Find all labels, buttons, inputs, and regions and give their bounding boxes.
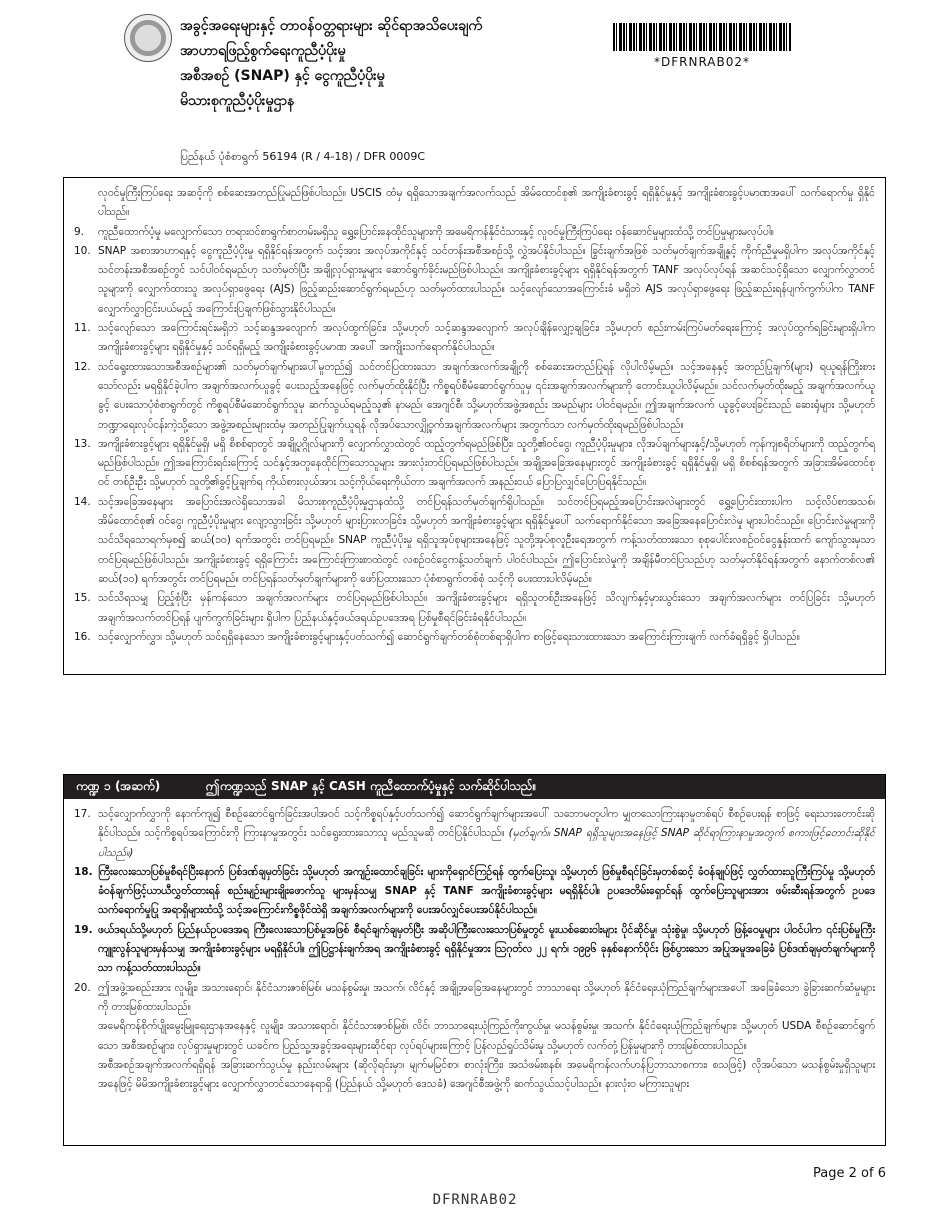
item-number: 20. [74, 981, 91, 994]
list-item [74, 863, 875, 921]
item-number: 18. [74, 865, 93, 878]
item-text: ဖယ်ဒရယ်သို့မဟုတ် ပြည်နယ်ဥပဒေအရ ကြီးလေးသောပြစ်မှုအဖြစ် စီရင်ချက်ချမှတ်ပြီး အဆိုပါကြီးလေးသောပြစ်မှုတွင် မူးယစ်ဆေးဝါးများ ပိုင်ဆိုင်မှု၊ သုံးစွဲမှု၊ သို့မဟုတ် ဖြန့်ဝေမှုများ ပါဝင်ပါက ၎င်းပြစ်မှုကြီး ကျူးလွန်သူများမှန်သမျှ အကျိုးခံစားခွင့်များ မရရှိနိုင်ပါ။ ဤပြဋ္ဌာန်းချက်အရ အကျိုးခံစားခွင့် ရရှိနိုင်မှုအား ဩဂုတ်လ ၂၂ ရက်၊ ၁၉၉၆ ခုနှစ်နောက်ပိုင်း ဖြစ်ပွားသော အပြုအမူအခြေခံ ပြစ်ဒဏ်ချမှတ်ချက်များကိုသာ ကန့်သတ်ထားပါသည်။ [98, 923, 875, 975]
list-item [74, 242, 875, 319]
item-text: အကျိုးခံစားခွင့်များ ရရှိနိုင်မှုရှိ၊ မရှိ စိစစ်ရာတွင် အချို့ပုဂ္ဂိုလ်များကို လျှောက်လွှာထဲတွင် ထည့်တွက်ရမည်ဖြစ်ပြီး၊ သူတို့၏ဝင်ငွေ၊ ကူညီပံ့ပိုးမှုများ၊ လိုအပ်ချက်များနှင့်/သို့မဟုတ် ကုန်ကျစရိတ်များကို ထည့်တွက်ရမည်ဖြစ်ပါသည်။ ဤအကြောင်းရင်းကြောင့် သင်နှင့်အတူနေထိုင်ကြသောသူများ အားလုံးတင်ပြရမည်ဖြစ်ပါသည်။ အချို့အခြေအနေများတွင် အကျိုးခံစားခွင့် ရရှိနိုင်မှုရှိ၊ မရှိ စိစစ်ရန်အတွက် အခြားအိမ်ထောင်စုဝင် တစ်ဦးဦး သို့မဟုတ် သူတို့၏ခွင့်ပြုချက်ရ ကိုယ်စားလှယ်အား သင့်ကိုယ်ရေးကိုယ်တာ အချက်အလက် အနည်းငယ် ပြောပြလျှင်ပြောပြရနိုင်သည်။ [98, 437, 875, 489]
item-number: 17. [74, 808, 91, 820]
item-number: 13. [74, 437, 91, 450]
item-text: သင့်လျော်သော အကြောင်းရင်းမရှိဘဲ သင့်ဆန္ဒအလျောက် အလုပ်ထွက်ခြင်း၊ သို့မဟုတ် သင့်ဆန္ဒအလျောက် အလုပ်ချိန်လျှော့ချခြင်း၊ သို့မဟုတ် စည်းကမ်းကြပ်မတ်ရေးကြောင့် အလုပ်ထွက်ရခြင်းများရှိပါက အကျိုးခံစားခွင့်များ ရရှိနိုင်မှုနှင့် သင်ရရှိမည့် အကျိုးခံစားခွင့်ပမာဏ အပေါ် အကျိုးသက်ရောက်နိုင်ပါသည်။ [98, 322, 875, 354]
section-heading: ဤကဏ္ဍသည် SNAP နှင့် CASH ကူညီထောက်ပံ့မှုနှင့် သက်ဆိုင်ပါသည်။ [206, 779, 537, 794]
list-item [74, 358, 875, 435]
item-text: သင့်လျှောက်လွှာ၊ သို့မဟုတ် သင်ရရှိနေသော အကျိုးခံစားခွင့်များနှင့်ပတ်သက်၍ ဆောင်ရွက်ချက်တစ်စုံတစ်ရာရှိပါက စာဖြင့်ရေးသားထားသော အကြောင်းကြားချက် လက်ခံရရှိခွင့် ရှိပါသည်။ [98, 630, 800, 643]
item-number: 15. [74, 592, 91, 605]
item-number: 10. [74, 244, 91, 257]
list-item [74, 979, 875, 1095]
section-label: ကဏ္ဍ ၁ (အဆက်) [76, 779, 161, 794]
list-item [74, 435, 875, 493]
item-paragraph: အမေရိကန်စိုက်ပျိုးမွေးမြူရေးဌာနအနေနှင့် လူမျိုး၊ အသားရောင်၊ နိုင်ငံသားဇာစ်မြစ်၊ လိင်၊ ဘာသာရေးယုံကြည်ကိုးကွယ်မှု၊ မသန်စွမ်းမှု၊ အသက်၊ နိုင်ငံရေးယုံကြည်ချက်များ၊ သို့မဟုတ် USDA စီစဉ်ဆောင်ရွက်သော အစီအစဉ်များ၊ လုပ်ရှားမှုများတွင် ယခင်က ပြည်သူ့အခွင့်အရေးများဆိုင်ရာ လုပ်ရပ်များကြောင့် ပြန်လည်ရှုပ်သိမ်းမှု သို့မဟုတ် လက်တုံ့ပြန်မှုများကို တားမြစ်ထားပါသည်။ [98, 1020, 875, 1052]
document-title [180, 14, 620, 114]
item-number: 9. [74, 225, 85, 238]
item-number: 16. [74, 630, 91, 643]
list-item [74, 921, 875, 979]
list-item [74, 223, 875, 242]
item-number: 14. [74, 495, 91, 508]
rights-responsibilities-list [63, 177, 886, 675]
item-text: SNAP အစာအာဟာရနှင့် ငွေကူညီပံ့ပိုးမှု ရရှိနိုင်ရန်အတွက် သင့်အား အလုပ်အကိုင်နှင့် သင်တန်းအစီအစဉ်သို့ လွှဲအပ်နိုင်ပါသည်။ ခြွင်းချက်အဖြစ် သတ်မှတ်ချက်အချို့နှင့် ကိုက်ညီမှုမရှိပါက အလုပ်အကိုင်နှင့် သင်တန်းအစီအစဉ်တွင် သင်ပါဝင်ရမည်ဟု သတ်မှတ်ပြီး အချို့လုပ်ရှားမှုများ ဆောင်ရွက်ခိုင်းမည်ဖြစ်ပါသည်။ အကျိုးခံစားခွင့်များ ရရှိနိုင်ရန်အတွက် TANF အလုပ်လုပ်ရန် အဆင်သင့်ရှိသော လျှောက်လွှာတင်သူများကို လျှောက်ထားသူ အလုပ်ရှာဖွေရေး (AJS) ဖြည့်ဆည်းဆောင်ရွက်ရမည်ဟု သတ်မှတ်ထားပါသည်။ သင့်လျော်သောအကြောင်းခံ မရှိဘဲ AJS အလုပ်ရှာဖွေရေး ဖြည့်ဆည်းရန်ပျက်ကွက်ပါက TANF လျှောက်လွှာငြင်းပယ်မည့် အကြောင်းပြချက်ဖြစ်သွားနိုင်ပါသည်။ [98, 244, 875, 315]
item-text: သင်သိရသမျှ ပြည့်စုံပြီး မှန်ကန်သော အချက်အလက်များ တင်ပြရမည်ဖြစ်ပါသည်။ အကျိုးခံစားခွင့်များ ရရှိသူတစ်ဦးအနေဖြင့် သိလျက်နှင့်မှားယွင်းသော အချက်အလက်များ တင်ပြခြင်း သို့မဟုတ် အချက်အလက်တင်ပြရန် ပျက်ကွက်ခြင်းများ ရှိပါက ပြည်နယ်နှင့်ဖယ်ဒရယ်ဥပဒေအရ ပြစ်မှုစီရင်ခြင်းခံရနိုင်ပါသည်။ [98, 592, 875, 624]
item-text: သင့်လျှောက်လွှာကို နောက်ကျ၍ စီစဉ်ဆောင်ရွက်ခြင်းအပါအဝင် သင့်ကိစ္စရပ်နှင့်ပတ်သက်၍ ဆောင်ရွက်ချက်များအပေါ် သဘောမတူပါက မျှတသောကြားနာမှုတစ်ရပ် စီစဉ်ပေးရန် စာဖြင့် ရေးသားတောင်းဆို နိုင်ပါသည်။ သင့်ကိစ္စရပ်အကြောင်းကို ကြားနာမှုအတွင်း သင်ရွေးထားသောသူ မည်သူမဆို တင်ပြနိုင်ပါသည်။ [98, 808, 875, 840]
snap-cash-section [63, 774, 886, 1146]
continued-paragraph: လုဝင်မှုကြီးကြပ်ရေး အဆင့်ကို စစ်ဆေးအတည်ပြုမည်ဖြစ်ပါသည်။ USCIS ထံမှ ရရှိသောအချက်အလက်သည် အိမ်ထောင်စု၏ အကျိုးခံစားခွင့် ရရှိနိုင်မှုနှင့် အကျိုးခံစားခွင့်ပမာဏအပေါ် သက်ရောက်မှု ရှိနိုင်ပါသည်။ [98, 187, 875, 219]
form-number: ပြည်နယ် ပုံစံစာရွက် 56194 (R / 4-18) / DFR 0009C [180, 150, 426, 163]
section-header-bar [64, 775, 885, 799]
title-line: မိသားစုကူညီပံ့ပိုးမှုဌာန [180, 93, 295, 109]
item-text: ကူညီထောက်ပံ့မှု မလျှောက်သော တရားဝင်စာရွက်စာတမ်းမရှိသူ ရွှေ့ပြောင်းနေထိုင်သူများကို အမေရိကန်နိုင်ငံသားနှင့် လူဝင်မှုကြီးကြပ်ရေး ဝန်ဆောင်မှုများထံသို့ တင်ပြမှုများမလုပ်ပါ။ [98, 225, 774, 238]
page-number: Page 2 of 6 [813, 1166, 886, 1181]
item-paragraph: အစီအစဉ်အချက်အလက်ရရှိရန် အခြားဆက်သွယ်မှု နည်းလမ်းများ (ဆိုလိုရင်းမှာ၊ မျက်မမြင်စာ၊ စာလုံးကြီး၊ အသံဖမ်းစနစ်၊ အမေရိကန်လက်ဟန်ပြဘာသာစကား၊ စသဖြင့်) လိုအပ်သော မသန်စွမ်းမှုရှိသူများ အနေဖြင့် မိမိအကျိုးခံစားခွင့်များ လျှောက်လွှာတင်သောနေရာရှိ (ပြည်နယ် သို့မဟုတ် ဒေသခံ) အေဂျင်စီအဖွဲ့ကို ဆက်သွယ်သင့်ပါသည်။ နားလုံးဝ မကြားသူများ [98, 1058, 875, 1091]
list-item [74, 628, 875, 647]
item-text: ကြီးလေးသောပြစ်မှုစီရင်ပြီးနောက် ပြစ်ဒဏ်ချမှတ်ခြင်း သို့မဟုတ် အကျဉ်းထောင်ချခြင်း များကိုရှောင်ကြဉ်ရန် ထွက်ပြေးသူ၊ သို့မဟုတ် ဖြစ်မှုစီရင်ခြင်းမှတစ်ဆင့် ခံဝန်ချုပ်ဖြင့် လွှတ်ထားသူကြီးကြပ်မှု သို့မဟုတ် ခံဝန်ချက်ဖြင့်ယာယီလွှတ်ထားရန် စည်းမျဉ်းများချိုးဖောက်သူ များမှန်သမျှ SNAP နှင့် TANF အကျိုးခံစားခွင့်များ မရရှိနိုင်ပါ။ ဥပဒေတိမ်းရှောင်ရန် ထွက်ပြေးသူများအား ဖမ်းဆီးရန်အတွက် ဥပဒေသက်ရောက်မှုပြု အရာရှိများထံသို့ သင့်အကြောင်းကိစ္စဖိုင်ထဲရှိ အချက်အလက်များကို ပေးအပ်လျှင်ပေးအပ်နိုင်ပါသည်။ [98, 865, 875, 917]
barcode [613, 23, 791, 51]
barcode-text: *DFRNRAB02* [653, 55, 751, 69]
form-code: DFRNRAB02 [432, 1192, 518, 1208]
title-line: အခွင့်အရေးများနှင့် တာဝန်ဝတ္တရားများ ဆိုင်ရာအသိပေးချက် [180, 18, 483, 34]
list-item [74, 589, 875, 628]
list-item [74, 805, 875, 863]
item-number: 11. [74, 322, 91, 335]
list-item [74, 493, 875, 589]
item-text: ဤအဖွဲ့အစည်းအား လူမျိုး၊ အသားရောင်၊ နိုင်ငံသားဇာစ်မြစ်၊ မသန်စွမ်းမှု၊ အသက်၊ လိင်နှင့် အချို့အခြေအနေများတွင် ဘာသာရေး သို့မဟုတ် နိုင်ငံရေးယုံကြည်ချက်များအပေါ် အခြေခံသော ခွဲခြားဆက်ဆံမှုများကို တားမြစ်ထားပါသည်။ [98, 981, 875, 1013]
title-line: အစီအစဉ် (SNAP) နှင့် ငွေကူညီပံ့ပိုးမှု [180, 68, 385, 84]
item-number: 19. [74, 923, 93, 936]
state-seal-logo [124, 14, 172, 62]
item-text: သင်ရွေးထားသောအစီအစဉ်များ၏ သတ်မှတ်ချက်များပေါ်မူတည်၍ သင်တင်ပြထားသော အချက်အလက်အချို့ကို စစ်ဆေးအတည်ပြုရန် လိုပါလိမ့်မည်။ သင့်အနေနှင့် အတည်ပြုချက်(များ) ရယူရန်ကြိုးစားသော်လည်း မရရှိနိုင်ခဲ့ပါက အချက်အလက်ယူခွင့် ပေးသည့်အနေဖြင့် လက်မှတ်ထိုးနိုင်ပြီး ကိစ္စရပ်စီမံဆောင်ရွက်သူမှ ၎င်းအချက်အလက်များကို တောင်းယူပါလိမ့်မည်။ သင်လက်မှတ်ထိုးမည့် အချက်အလက်ယူခွင့် ပေးသောပုံစံစာရွက်တွင် ကိစ္စရပ်စီမံဆောင်ရွက်သူမှ ဆက်သွယ်ရမည့်သူ၏ နာမည်၊ အေဂျင်စီ၊ သို့မဟုတ်အဖွဲ့အစည်း အမည်များ ပါဝင်ရမည်။ ဤအချက်အလက် ယူခွင့်ပေးခြင်းသည် ဆေးရုံများ သို့မဟုတ် ဘဏ္ဍာရေးလုပ်ငန်းကဲ့သို့သော အဖွဲ့အစည်းများထံမှ အတည်ပြုချက်ယူရန် လိုအပ်သောလျှို့ဝှက်အချက်အလက်များ အတွက်သာ လက်မှတ်ထိုးရမည်ဖြစ်ပါသည်။ [98, 360, 875, 431]
item-text: သင့်အခြေအနေများ အပြောင်းအလဲရှိသောအခါ မိသားစုကူညီပံ့ပိုးမှုဌာနထံသို့ တင်ပြရန်သတ်မှတ်ချက်ရှိပါသည်။ သင်တင်ပြရမည့်အပြောင်းအလဲများတွင် ရွှေ့ပြောင်းထားပါက သင့်လိပ်စာအသစ်၊ အိမ်ထောင်စု၏ ဝင်ငွေ၊ ကူညီပံ့ပိုးမှုများ လျော့သွားခြင်း သို့မဟုတ် များပြားလာခြင်း၊ သို့မဟုတ် အကျိုးခံစားခွင့်များ ရရှိနိုင်မှုပေါ် သက်ရောက်နိုင်သော အခြေအနေပြောင်းလဲမှု များပါဝင်သည်။ ပြောင်းလဲမှုများကို သင်သိရသောရက်မှစ၍ ဆယ်(၁၀) ရက်အတွင်း တင်ပြရမည်။ SNAP ကူညီပံ့ပိုးမှု ရရှိသူအုပ်စုများအနေဖြင့် သူတို့အုပ်စုလူဦးရေအတွက် ကန့်သတ်ထားသော စုစုပေါင်းလစဉ်ဝင်ငွေနှုန်းထက် ကျော်သွားမှသာ တင်ပြရမည်ဖြစ်ပါသည်။ အကျိုးခံစားခွင့် ရရှိကြောင်း အကြောင်းကြားစာထဲတွင် လစဉ်ဝင်ငွေကန့်သတ်ချက် ပါဝင်ပါသည်။ ဤပြောင်းလဲမှုကို အချိန်မီတင်ပြသည်ဟု သတ်မှတ်နိုင်ရန်အတွက် နောက်တစ်လ၏ ဆယ်(၁၀) ရက်အတွင်း တင်ပြရမည်။ တင်ပြရန်သတ်မှတ်ချက်များကို ဖော်ပြထားသော ပုံစံစာရွက်တစ်စုံ သင့်ကို ပေးထားပါလိမ့်မည်။ [98, 495, 875, 585]
title-line: အာဟာရဖြည့်စွက်ရေးကူညီပံ့ပိုးမှု [180, 43, 346, 59]
item-note: (မှတ်ချက်။ SNAP ရရှိသူများအနေဖြင့် SNAP ဆိုင်ရာကြားနာမှုအတွက် စကားဖြင့်တောင်းဆိုနိုင်ပါသည်။) [98, 827, 875, 859]
list-item [74, 319, 875, 358]
item-number: 12. [74, 360, 91, 373]
